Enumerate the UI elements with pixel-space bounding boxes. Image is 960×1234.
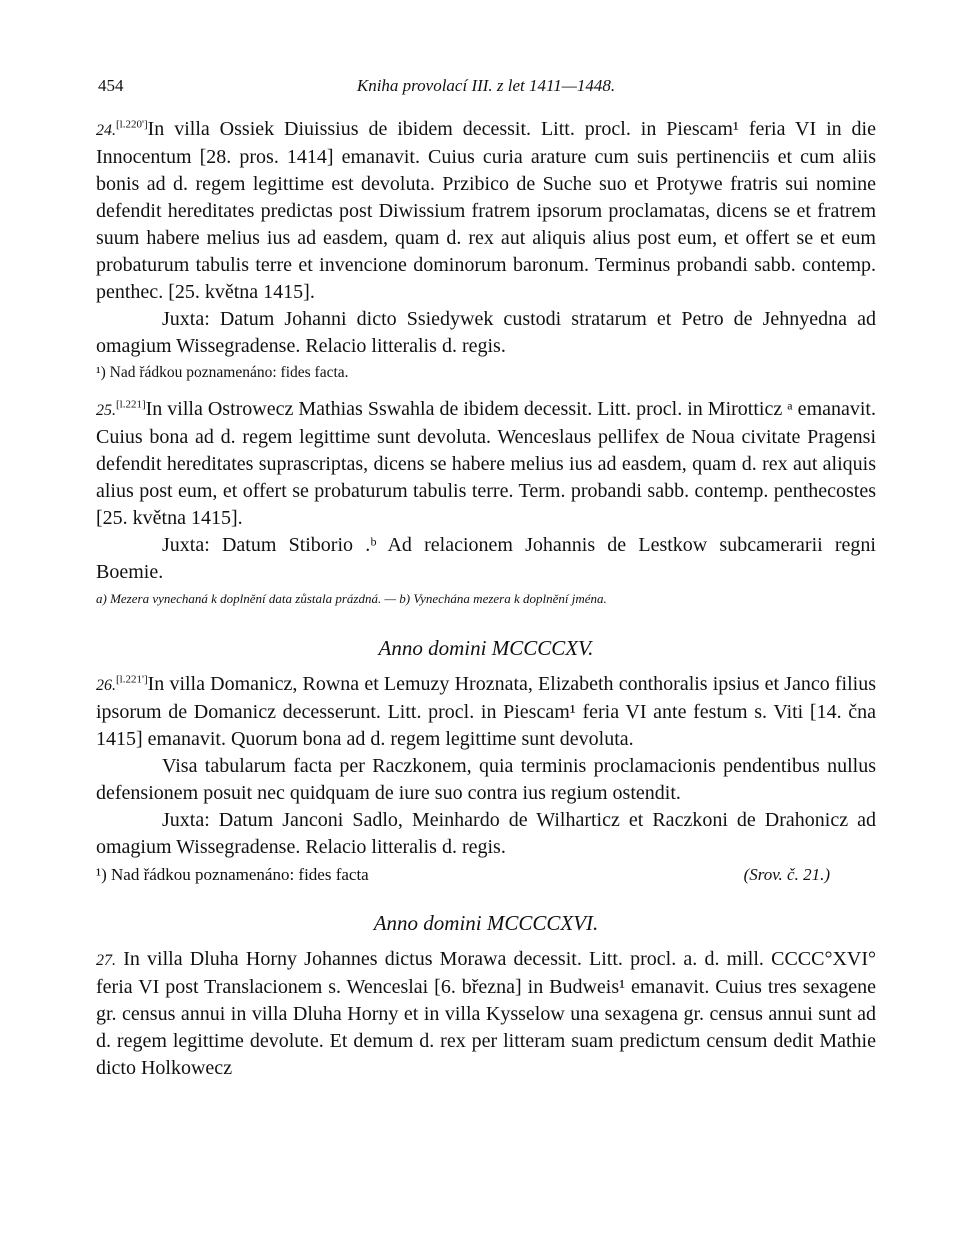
entry-text: In villa Domanicz, Rowna et Lemuzy Hroznata, Elizabeth conthoralis ipsius et Janco filius ipsorum de Domanicz decesserunt. Litt. procl. in Piescam¹ feria VI ante festum s. Viti [14. čna 1415] emanavit. Quorum bona ad d. regem legittime sunt devoluta. <box>96 673 876 750</box>
footnote: ¹) Nad řádkou poznamenáno: fides facta <box>96 865 369 884</box>
entry-text: In villa Ostrowecz Mathias Sswahla de ibidem decessit. Litt. procl. in Mirotticz ᵃ emanavit. Cuius bona ad d. regem legittime sunt devoluta. Wenceslaus pellifex de Noua civitate Pragensi defendit hereditates suprascriptas, dicens se habere melius ius ad easdem, quam d. rex aut aliquis alius post eum, et offert se probaturum tabulis terre. Term. probandi sabb. contemp. penthecostes [25. května 1415]. <box>96 398 876 529</box>
footnote-line <box>96 865 876 885</box>
entry-number: 24. <box>96 122 116 139</box>
folio-marker: [l.221'] <box>116 673 148 686</box>
folio-marker: [l.221] <box>116 398 146 411</box>
entry-juxta: Juxta: Datum Stiborio .ᵇ Ad relacionem Johannis de Lestkow subcamerarii regni Boemie. <box>96 534 876 583</box>
page-number: 454 <box>98 76 124 95</box>
entry-juxta: Juxta: Datum Janconi Sadlo, Meinhardo de Wilharticz et Raczkoni de Drahonicz ad omagium Wissegradense. Relacio litteralis d. regis. <box>96 809 876 858</box>
cross-reference: (Srov. č. 21.) <box>743 865 830 884</box>
entry-number: 27. <box>96 952 116 969</box>
entry-text: In villa Ossiek Diuissius de ibidem decessit. Litt. procl. in Piescam¹ feria VI in die Innocentum [28. pros. 1414] emanavit. Cuius curia arature cum suis pertinenciis et cum aliis bonis ad d. regem legittime est devoluta. Przibico de Suche suo et Protywe fratris sui nomine defendit hereditates predictas post Diwissium fratrem ipsorum proclamatas, dicens se et fratrem suum habere melius ius ad easdem, quam d. rex aut aliquis alius post eum, et offert se et eum probaturum tabulis terre et invencione dominorum baronum. Terminus probandi sabb. contemp. penthec. [25. května 1415]. <box>96 118 876 303</box>
entry-body <box>96 116 876 306</box>
entry-text: In villa Dluha Horny Johannes dictus Morawa decessit. Litt. procl. a. d. mill. CCCC°XVI° feria VI post Translacionem s. Wenceslai [6. března] in Budweis¹ emanavit. Cuius tres sexagene gr. census annui in villa Dluha Horny et in villa Kysselow una sexagena gr. census annui sunt ad d. regem legittime devolute. Et demum d. rex per litteram suam predictum censum dedit Mathie dicto Holkowecz <box>96 948 877 1079</box>
page-header <box>96 70 876 104</box>
running-title: Kniha provolací III. z let 1411—1448. <box>356 76 616 95</box>
entry-juxta: Juxta: Datum Johanni dicto Ssiedywek custodi stratarum et Petro de Jehnyedna ad omagium Wissegradense. Relacio litteralis d. regis. <box>96 308 876 357</box>
entry-text-2: Visa tabularum facta per Raczkonem, quia terminis proclamacionis pendentibus nullus defensionem posuit nec quidquam de iure suo contra ius regium ostendit. <box>96 755 876 804</box>
entry-body <box>96 396 876 532</box>
entry-24 <box>96 116 876 384</box>
footnote: ¹) Nad řádkou poznamenáno: fides facta. <box>96 364 349 381</box>
entry-number: 26. <box>96 677 116 694</box>
entry-27 <box>96 946 876 1082</box>
entry-number: 25. <box>96 402 116 419</box>
entry-body <box>96 946 876 1082</box>
footnote: a) Mezera vynechaná k doplnění data zůstala prázdná. — b) Vynechána mezera k doplnění jména. <box>96 591 607 606</box>
entry-body <box>96 671 876 753</box>
section-heading-1415: Anno domini MCCCCXV. <box>378 636 594 660</box>
document-page <box>96 70 876 1082</box>
entry-25 <box>96 396 876 610</box>
entry-26 <box>96 671 876 885</box>
section-heading-1416: Anno domini MCCCCXVI. <box>373 911 599 935</box>
folio-marker: [l.220'] <box>116 118 148 131</box>
